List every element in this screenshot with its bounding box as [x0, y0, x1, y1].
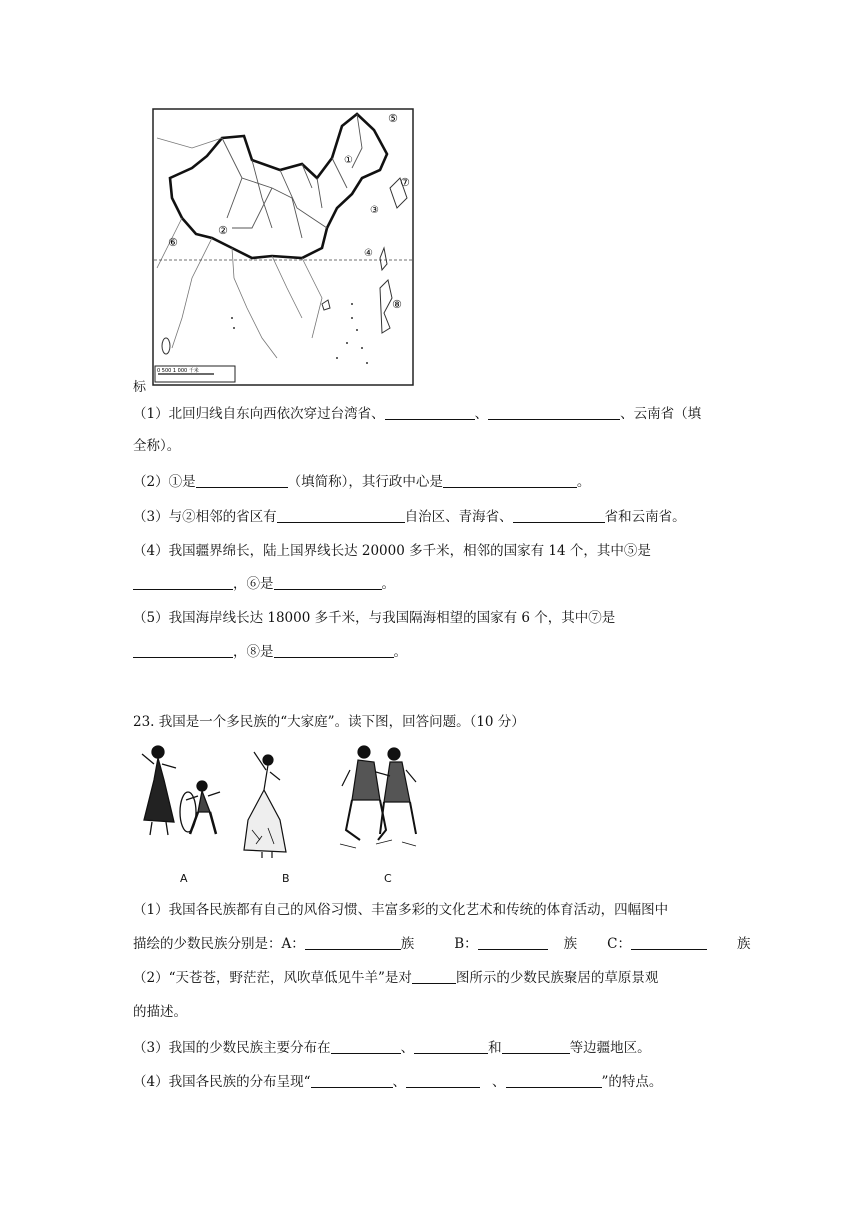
map-marker-6: ⑥: [168, 236, 178, 249]
map-caption: 标: [133, 380, 147, 395]
dancer-a: [142, 746, 220, 835]
answer-blank[interactable]: [414, 1039, 488, 1054]
q22-line-1b: [133, 436, 180, 456]
q22-text: （1）北回归线自东向西依次穿过台湾省、: [133, 406, 385, 422]
q23-text: 的描述。: [133, 1004, 187, 1020]
answer-blank[interactable]: [277, 508, 405, 523]
map-frame: [153, 109, 413, 385]
q22-line-2: [133, 472, 590, 492]
answer-blank[interactable]: [412, 969, 456, 984]
q23-text: 族: [400, 936, 415, 952]
answer-blank[interactable]: [331, 1039, 401, 1054]
answer-blank[interactable]: [631, 935, 707, 950]
q22-line-3: [133, 507, 686, 527]
map-marker-8: ⑧: [392, 298, 402, 311]
q23-text: 、: [492, 1074, 506, 1090]
q22-text: 全称）。: [133, 438, 181, 454]
answer-blank[interactable]: [133, 643, 233, 658]
answer-blank[interactable]: [196, 473, 288, 488]
q22-text: 、云南省（填: [620, 406, 702, 422]
q22-text: （2）①是: [133, 474, 196, 490]
q23-text: B：: [454, 936, 478, 952]
q23-title: 23. 我国是一个多民族的“大家庭”。读下图，回答问题。（10 分）: [133, 714, 525, 730]
q22-text: （4）我国疆界绵长，陆上国界线长达 20000 多千米，相邻的国家有 14 个，其中⑤是: [133, 543, 651, 559]
q22-text: （填简称），其行政中心是: [287, 474, 443, 490]
answer-blank[interactable]: [311, 1073, 393, 1088]
q23-text: 等边疆地区。: [569, 1040, 651, 1056]
q23-text: （4）我国各民族的分布呈现“: [133, 1074, 311, 1090]
q23-text: 图所示的少数民族聚居的草原景观: [455, 970, 659, 986]
q22-line-5b: [133, 642, 407, 662]
q23-text: 描绘的少数民族分别是：A：: [133, 936, 305, 952]
answer-blank[interactable]: [478, 935, 548, 950]
answer-blank[interactable]: [506, 1073, 602, 1088]
answer-blank[interactable]: [513, 508, 605, 523]
q23-text: 、: [400, 1040, 415, 1056]
q23-text: C：: [607, 936, 632, 952]
figure-label-a: A: [180, 872, 188, 885]
answer-blank[interactable]: [274, 643, 394, 658]
q22-line-5: [133, 608, 615, 628]
q23-text: （1）我国各民族都有自己的风俗习惯、丰富多彩的文化艺术和传统的体育活动，四幅图中: [133, 902, 669, 918]
figure-label-b: B: [282, 872, 290, 885]
q22-line-4b: [133, 574, 395, 594]
q23-line-4: [133, 1072, 662, 1092]
map-marker-7: ⑦: [400, 176, 410, 189]
q22-text: （5）我国海岸线长达 18000 多千米，与我国隔海相望的国家有 6 个，其中⑦是: [133, 610, 616, 626]
q23-text: ”的特点。: [601, 1074, 663, 1090]
scale-text: 0 500 1 000 千米: [157, 368, 199, 374]
q23-text: （2）“天苍苍，野茫茫，风吹草低见牛羊”是对: [133, 970, 412, 986]
q22-text: 。: [381, 576, 395, 592]
q22-text: 省和云南省。: [604, 509, 686, 525]
q23-text: 族: [737, 936, 751, 952]
dancer-b: [244, 752, 286, 858]
q23-line-2: [133, 968, 658, 988]
answer-blank[interactable]: [305, 935, 401, 950]
q22-text: 自治区、青海省、: [404, 509, 513, 525]
map-marker-1: ①: [344, 155, 353, 166]
q22-text: 。: [576, 474, 591, 490]
figure-label-c: C: [384, 872, 392, 885]
answer-blank[interactable]: [133, 575, 233, 590]
map-marker-2: ②: [218, 224, 228, 237]
answer-blank[interactable]: [385, 405, 475, 420]
q23-text: 和: [488, 1040, 502, 1056]
answer-blank[interactable]: [502, 1039, 570, 1054]
q23-text: 、: [392, 1074, 406, 1090]
answer-blank[interactable]: [274, 575, 382, 590]
q23-line-3: [133, 1038, 651, 1058]
q22-line-1: [133, 404, 701, 424]
q22-text: ，⑧是: [233, 644, 274, 660]
q23-text: 族: [563, 936, 578, 952]
ethnic-dance-figure: [140, 740, 420, 890]
q23-text: （3）我国的少数民族主要分布在: [133, 1040, 331, 1056]
answer-blank[interactable]: [488, 405, 620, 420]
answer-blank[interactable]: [406, 1073, 480, 1088]
q22-text: （3）与②相邻的省区有: [133, 509, 277, 525]
q22-text: ，⑥是: [233, 576, 274, 592]
map-marker-5: ⑤: [388, 112, 398, 125]
q22-line-4: [133, 541, 651, 561]
q23-line-2b: [133, 1002, 187, 1022]
q23-line-1: [133, 900, 668, 920]
china-map-figure: [152, 108, 414, 386]
dancer-c: [340, 746, 416, 848]
q23-line-1b: [133, 934, 751, 954]
map-marker-3: ③: [370, 205, 379, 216]
q22-text: 、: [474, 406, 489, 422]
q22-text: 。: [393, 644, 407, 660]
answer-blank[interactable]: [443, 473, 577, 488]
map-marker-4: ④: [364, 248, 373, 259]
